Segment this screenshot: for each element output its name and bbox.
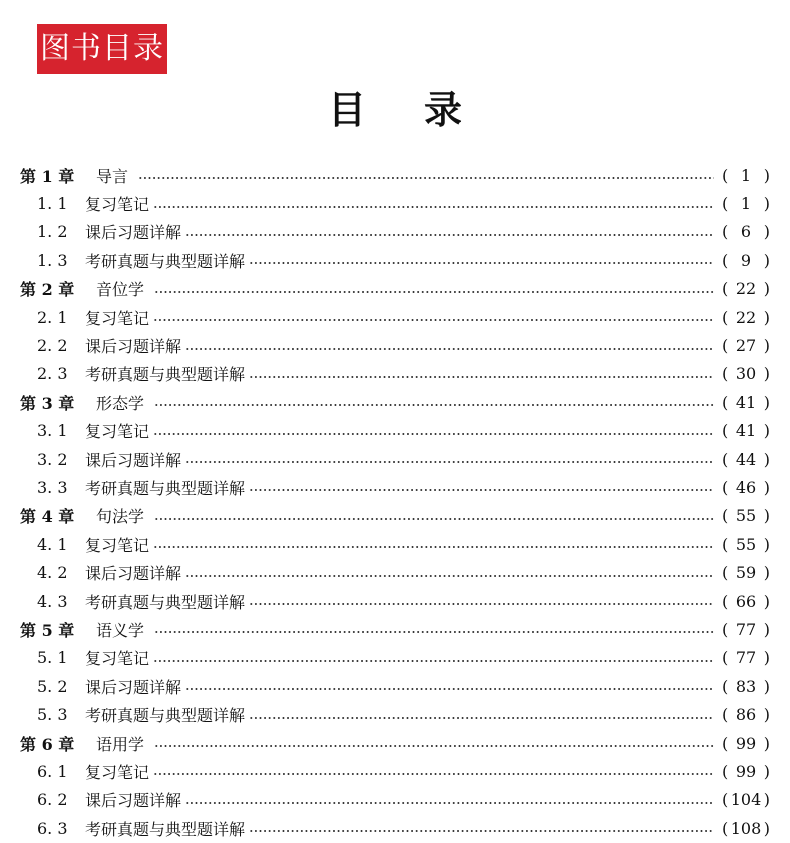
table-of-contents <box>0 161 790 842</box>
toc-page-ref: ( 104 ) <box>722 790 770 810</box>
toc-entry-title: 复习笔记 <box>85 422 150 442</box>
dot-leader <box>185 802 714 804</box>
toc-entry-number: 第 3 章 <box>20 393 75 413</box>
toc-section-row <box>0 700 790 728</box>
toc-section-row <box>0 814 790 842</box>
toc-page-ref: ( 22 ) <box>722 279 770 299</box>
toc-page-number: 77 <box>735 619 757 639</box>
toc-page-ref: ( 27 ) <box>722 336 770 356</box>
toc-page-ref: ( 46 ) <box>722 477 770 497</box>
toc-page-ref: ( 41 ) <box>722 421 770 441</box>
toc-page-number: 104 <box>730 790 762 810</box>
dot-leader <box>249 262 714 264</box>
toc-page-number: 9 <box>740 250 752 270</box>
toc-page-number: 59 <box>735 563 757 583</box>
toc-page-ref: ( 6 ) <box>722 222 770 242</box>
toc-section-row <box>0 558 790 586</box>
toc-entry-title: 考研真题与典型题详解 <box>85 592 246 612</box>
toc-entry-title: 课后习题详解 <box>85 337 182 357</box>
toc-chapter-row <box>0 615 790 643</box>
dot-leader <box>185 688 714 690</box>
toc-entry-title: 复习笔记 <box>85 308 150 328</box>
toc-entry-number: 第 6 章 <box>20 734 75 754</box>
toc-section-row <box>0 757 790 785</box>
toc-entry-title: 考研真题与典型题详解 <box>85 365 246 385</box>
toc-page-number: 99 <box>735 761 757 781</box>
toc-entry-title: 课后习题详解 <box>85 223 182 243</box>
dot-leader <box>154 404 714 406</box>
dot-leader <box>249 603 714 605</box>
toc-section-row <box>0 303 790 331</box>
toc-page-ref: ( 41 ) <box>722 392 770 412</box>
toc-entry-number: 第 2 章 <box>20 280 75 300</box>
toc-page-ref: ( 55 ) <box>722 506 770 526</box>
toc-entry-title: 考研真题与典型题详解 <box>85 251 246 271</box>
toc-page-number: 83 <box>735 676 757 696</box>
toc-page-ref: ( 99 ) <box>722 733 770 753</box>
toc-entry-title: 语用学 <box>96 734 145 754</box>
toc-section-row <box>0 530 790 558</box>
toc-page-number: 6 <box>740 222 752 242</box>
toc-page-number: 55 <box>735 534 757 554</box>
toc-entry-number: 6. 3 <box>37 818 68 838</box>
toc-section-row <box>0 786 790 814</box>
toc-chapter-row <box>0 729 790 757</box>
toc-chapter-row <box>0 502 790 530</box>
dot-leader <box>153 773 714 775</box>
dot-leader <box>249 830 714 832</box>
dot-leader <box>154 291 714 293</box>
toc-entry-title: 复习笔记 <box>85 535 150 555</box>
toc-entry-number: 2. 2 <box>37 336 68 356</box>
toc-entry-number: 1. 2 <box>37 222 68 242</box>
toc-entry-number: 1. 3 <box>37 250 68 270</box>
toc-entry-title: 课后习题详解 <box>85 450 182 470</box>
dot-leader <box>249 489 714 491</box>
toc-entry-title: 考研真题与典型题详解 <box>85 478 246 498</box>
toc-entry-title: 音位学 <box>96 280 145 300</box>
toc-entry-title: 复习笔记 <box>85 195 150 215</box>
toc-entry-title: 考研真题与典型题详解 <box>85 706 246 726</box>
toc-entry-number: 第 4 章 <box>20 507 75 527</box>
toc-page-number: 22 <box>735 307 757 327</box>
title-char-second: 录 <box>424 87 463 132</box>
toc-entry-number: 6. 2 <box>37 790 68 810</box>
toc-section-row <box>0 644 790 672</box>
toc-page-number: 108 <box>730 818 762 838</box>
toc-section-row <box>0 331 790 359</box>
toc-page-ref: ( 77 ) <box>722 619 770 639</box>
toc-entry-title: 课后习题详解 <box>85 677 182 697</box>
dot-leader <box>154 745 714 747</box>
toc-entry-number: 3. 2 <box>37 449 68 469</box>
toc-chapter-row <box>0 388 790 416</box>
toc-entry-title: 考研真题与典型题详解 <box>85 819 246 839</box>
dot-leader <box>185 234 714 236</box>
dot-leader <box>185 461 714 463</box>
toc-entry-number: 3. 1 <box>37 421 68 441</box>
toc-entry-title: 复习笔记 <box>85 762 150 782</box>
toc-entry-title: 导言 <box>96 166 129 186</box>
toc-section-row <box>0 360 790 388</box>
toc-chapter-row <box>0 161 790 189</box>
toc-section-row <box>0 445 790 473</box>
toc-page-number: 46 <box>735 477 757 497</box>
toc-page-number: 30 <box>735 364 757 384</box>
toc-page-ref: ( 83 ) <box>722 676 770 696</box>
toc-entry-number: 5. 3 <box>37 705 68 725</box>
dot-leader <box>153 546 714 548</box>
toc-entry-number: 6. 1 <box>37 761 68 781</box>
toc-page-number: 22 <box>735 279 757 299</box>
dot-leader <box>249 717 714 719</box>
toc-page-number: 55 <box>735 506 757 526</box>
toc-page-number: 41 <box>735 421 757 441</box>
toc-page-number: 41 <box>735 392 757 412</box>
toc-entry-number: 5. 1 <box>37 648 68 668</box>
toc-page-ref: ( 30 ) <box>722 364 770 384</box>
toc-page-number: 44 <box>735 449 757 469</box>
toc-page-ref: ( 44 ) <box>722 449 770 469</box>
toc-section-row <box>0 218 790 246</box>
toc-entry-number: 第 5 章 <box>20 620 75 640</box>
dot-leader <box>154 631 714 633</box>
toc-entry-number: 4. 1 <box>37 534 68 554</box>
page-title <box>0 82 790 138</box>
toc-section-row <box>0 246 790 274</box>
toc-entry-number: 2. 3 <box>37 364 68 384</box>
catalog-badge: 图书目录 <box>37 24 167 74</box>
toc-page-number: 99 <box>735 733 757 753</box>
toc-page-ref: ( 77 ) <box>722 648 770 668</box>
toc-page-number: 77 <box>735 648 757 668</box>
toc-entry-title: 形态学 <box>96 393 145 413</box>
toc-page-ref: ( 59 ) <box>722 563 770 583</box>
toc-section-row <box>0 473 790 501</box>
toc-entry-number: 4. 2 <box>37 563 68 583</box>
toc-entry-number: 5. 2 <box>37 676 68 696</box>
toc-page-number: 1 <box>740 165 752 185</box>
toc-page-number: 86 <box>735 705 757 725</box>
toc-entry-number: 第 1 章 <box>20 166 75 186</box>
toc-entry-title: 课后习题详解 <box>85 564 182 584</box>
toc-page-ref: ( 108 ) <box>722 818 770 838</box>
toc-chapter-row <box>0 275 790 303</box>
toc-entry-number: 2. 1 <box>37 307 68 327</box>
dot-leader <box>249 376 714 378</box>
toc-page-number: 66 <box>735 591 757 611</box>
toc-entry-title: 复习笔记 <box>85 649 150 669</box>
toc-page-ref: ( 66 ) <box>722 591 770 611</box>
toc-entry-number: 1. 1 <box>37 194 68 214</box>
toc-entry-title: 句法学 <box>96 507 145 527</box>
toc-section-row <box>0 672 790 700</box>
toc-page-ref: ( 1 ) <box>722 194 770 214</box>
title-char-first: 目 <box>327 87 366 132</box>
dot-leader <box>185 348 714 350</box>
toc-page-ref: ( 55 ) <box>722 534 770 554</box>
toc-section-row <box>0 189 790 217</box>
dot-leader <box>153 206 714 208</box>
toc-entry-number: 3. 3 <box>37 477 68 497</box>
toc-section-row <box>0 587 790 615</box>
toc-entry-title: 语义学 <box>96 620 145 640</box>
toc-page-ref: ( 99 ) <box>722 761 770 781</box>
toc-page-ref: ( 22 ) <box>722 307 770 327</box>
dot-leader <box>185 575 714 577</box>
toc-page-ref: ( 9 ) <box>722 250 770 270</box>
toc-page-number: 27 <box>735 336 757 356</box>
dot-leader <box>138 177 714 179</box>
toc-entry-title: 课后习题详解 <box>85 791 182 811</box>
dot-leader <box>153 319 714 321</box>
toc-page-ref: ( 1 ) <box>722 165 770 185</box>
toc-entry-number: 4. 3 <box>37 591 68 611</box>
dot-leader <box>153 433 714 435</box>
dot-leader <box>154 518 714 520</box>
toc-section-row <box>0 417 790 445</box>
toc-page-number: 1 <box>740 194 752 214</box>
toc-page-ref: ( 86 ) <box>722 705 770 725</box>
dot-leader <box>153 660 714 662</box>
